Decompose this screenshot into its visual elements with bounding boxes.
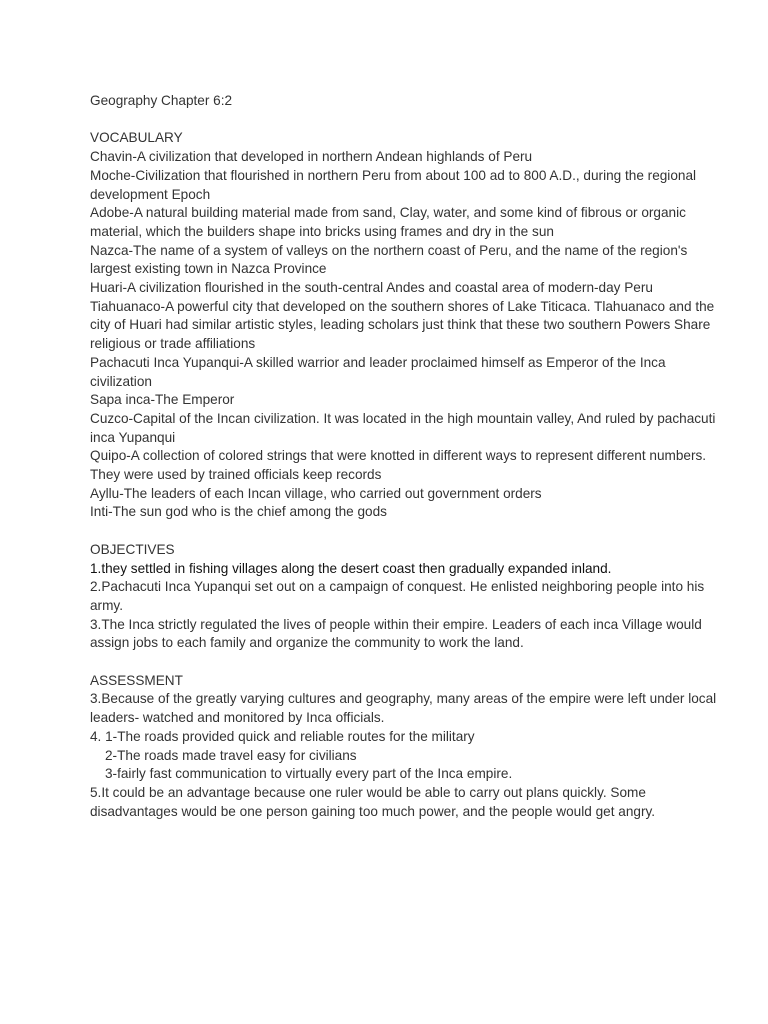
document-title: Geography Chapter 6:2	[90, 93, 233, 108]
spacer	[90, 653, 730, 672]
vocab-entry-sapa-inca: Sapa inca-The Emperor	[90, 392, 235, 408]
assessment-item-4-1: 4. 1-The roads provided quick and reliable routes for the military	[90, 728, 475, 744]
spacer	[90, 111, 730, 130]
document-page	[90, 92, 730, 821]
vocabulary-heading: VOCABULARY	[90, 130, 183, 146]
vocab-entry-ayllu: Ayllu-The leaders of each Incan village, who carried out government orders	[90, 485, 542, 501]
vocab-entry-tiahuanaco: Tiahuanaco-A powerful city that developed on the southern shores of Lake Titicaca. Tlahuanaco and the city of Huari had similar artistic styles, leading scholars just think that these two southern Powers Share religious or trade affiliations	[90, 298, 715, 352]
vocab-entry-nazca: Nazca-The name of a system of valleys on the northern coast of Peru, and the name of the region's largest existing town in Nazca Province	[90, 242, 688, 277]
vocab-entry-adobe: Adobe-A natural building material made from sand, Clay, water, and some kind of fibrous or organic material, which the builders shape into bricks using frames and dry in the sun	[90, 205, 686, 239]
assessment-heading: ASSESSMENT	[90, 672, 183, 688]
vocab-entry-huari: Huari-A civilization flourished in the south-central Andes and coastal area of modern-day Peru	[90, 280, 653, 296]
objective-item-1: 1.they settled in fishing villages along the desert coast then gradually expanded inland.	[90, 560, 612, 576]
assessment-item-4-2: 2-The roads made travel easy for civilians	[105, 747, 357, 763]
objective-item-2: 2.Pachacuti Inca Yupanqui set out on a campaign of conquest. He enlisted neighboring people into his army.	[90, 579, 705, 613]
vocab-entry-cuzco: Cuzco-Capital of the Incan civilization. It was located in the high mountain valley, And ruled by pachacuti inca Yupanqui	[90, 410, 716, 445]
assessment-item-4-3: 3-fairly fast communication to virtually every part of the Inca empire.	[105, 766, 513, 782]
vocab-entry-pachacuti: Pachacuti Inca Yupanqui-A skilled warrior and leader proclaimed himself as Emperor of the Inca civilization	[90, 354, 666, 389]
assessment-item-5: 5.It could be an advantage because one ruler would be able to carry out plans quickly. Some disadvantages would be one person gaining too much power, and the people would get angry.	[90, 784, 656, 819]
objectives-heading: OBJECTIVES	[90, 541, 175, 557]
vocab-entry-quipo: Quipo-A collection of colored strings that were knotted in different ways to represent different numbers. They were used by trained officials keep records	[90, 448, 707, 483]
vocab-entry-chavin: Chavin-A civilization that developed in northern Andean highlands of Peru	[90, 149, 533, 165]
spacer	[90, 522, 730, 541]
assessment-item-3: 3.Because of the greatly varying cultures and geography, many areas of the empire were left under local leaders- watched and monitored by Inca officials.	[90, 691, 717, 726]
vocab-entry-moche: Moche-Civilization that flourished in northern Peru from about 100 ad to 800 A.D., during the regional development Epoch	[90, 167, 697, 202]
objective-item-3: 3.The Inca strictly regulated the lives of people within their empire. Leaders of each inca Village would assign jobs to each family and organize the community to work the land.	[90, 616, 702, 651]
vocab-entry-inti: Inti-The sun god who is the chief among the gods	[90, 504, 387, 520]
